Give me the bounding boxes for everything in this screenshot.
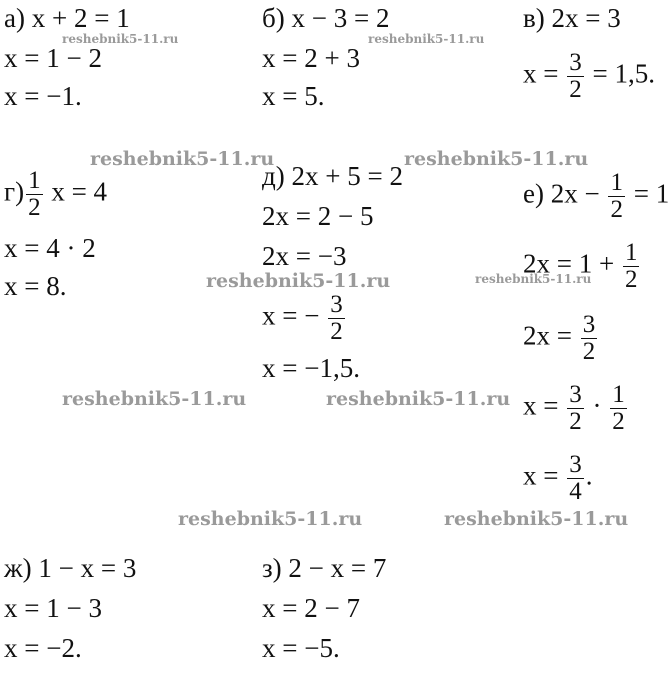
problem-e-step3-den1: 2 [569,408,582,435]
problem-d-step1: 2x = 2 − 5 [262,201,374,231]
problem-z-step1: x = 2 − 7 [262,593,360,623]
problem-e-label: е) [523,178,544,209]
watermark: reshebnik5-11.ru [475,272,592,286]
problem-v-fraction [567,50,584,103]
problem-g-eq-rest: x = 4 [51,176,108,207]
problem-e-eq-right: = 1 [633,178,670,209]
problem-d-equation [262,160,403,192]
problem-g-step2: x = 8. [4,271,67,301]
problem-e-step1-left: 2x = 1 + [523,248,615,279]
problem-e-step2-den: 2 [582,338,596,365]
problem-e-step3-dot: · [592,390,602,421]
watermark: reshebnik5-11.ru [90,148,275,170]
problem-zh-step1: x = 1 − 3 [4,593,102,623]
problem-e-step3-fraction1 [567,382,584,435]
problem-d-fraction [328,292,345,345]
problem-d-step4: x = −1,5. [262,353,360,383]
problem-e-step4-left: x = [523,460,559,491]
problem-e-step4 [523,452,592,505]
watermark: reshebnik5-11.ru [62,388,247,410]
problem-a-step2: x = −1. [4,81,82,111]
problem-e-step1-num: 1 [624,239,638,266]
problem-e-eq-fraction [608,170,625,223]
problem-e-step4-den: 4 [569,478,582,505]
problem-zh-eq: 1 − x = 3 [38,553,137,583]
problem-e-eq-num: 1 [610,169,623,196]
watermark: reshebnik5-11.ru [206,270,391,292]
problem-g-fraction [26,168,43,221]
problem-e-step4-right: . [585,460,593,491]
problem-zh-label: ж) [4,553,32,583]
problem-v-eq: 2x = 3 [551,3,621,33]
watermark: reshebnik5-11.ru [444,508,629,530]
problem-g-den: 2 [28,194,41,221]
problem-a-equation [4,2,130,34]
problem-z-equation [262,552,386,584]
problem-d-den: 2 [330,318,343,345]
watermark: reshebnik5-11.ru [368,32,485,46]
problem-b-step2: x = 5. [262,81,325,111]
problem-v-step1-right: = 1,5. [592,58,655,89]
problem-e-step2-num: 3 [582,311,596,338]
problem-b-eq: x − 3 = 2 [291,3,390,33]
watermark: reshebnik5-11.ru [326,388,511,410]
problem-g-num: 1 [28,167,41,194]
problem-e-step4-num: 3 [569,451,582,478]
problem-b-equation [262,2,389,34]
problem-a-eq: x + 2 = 1 [31,3,130,33]
problem-z-eq: 2 − x = 7 [288,553,387,583]
problem-g-label: г) [4,176,25,207]
problem-d-step3 [262,292,347,345]
problem-d-step2: 2x = −3 [262,241,347,271]
problem-a-label: а) [4,3,25,33]
problem-a-step1: x = 1 − 2 [4,43,102,73]
problem-e-step2-fraction [581,312,598,365]
problem-e-step3-left: x = [523,390,559,421]
watermark: reshebnik5-11.ru [178,508,363,530]
problem-v-step1-left: x = [523,58,559,89]
problem-e-equation [523,170,669,223]
problem-v-label: в) [523,3,545,33]
watermark: reshebnik5-11.ru [404,148,589,170]
problem-b-step1: x = 2 + 3 [262,43,360,73]
problem-v-num: 3 [569,49,582,76]
problem-d-eq: 2x + 5 = 2 [291,161,403,191]
problem-d-step3-left: x = − [262,300,320,331]
problem-v-step1 [523,50,655,103]
problem-e-step1-den: 2 [624,266,638,293]
problem-e-eq-left: 2x − [550,178,600,209]
problem-e-step3-fraction2 [610,382,627,435]
problem-d-num: 3 [330,291,343,318]
problem-v-den: 2 [569,76,582,103]
problem-g-step1: x = 4 · 2 [4,233,96,263]
watermark: reshebnik5-11.ru [62,32,179,46]
problem-z-label: з) [262,553,282,583]
problem-g-equation [4,168,107,221]
problem-e-step1-fraction [623,240,640,293]
problem-e-step4-fraction [567,452,584,505]
problem-zh-step2: x = −2. [4,633,82,663]
problem-e-step3-den2: 2 [612,408,625,435]
problem-e-step3-num2: 1 [612,381,625,408]
problem-zh-equation [4,552,136,584]
problem-e-step2 [523,312,599,365]
problem-v-equation [523,2,621,34]
problem-e-step3 [523,382,629,435]
problem-b-label: б) [262,3,285,33]
problem-e-eq-den: 2 [610,196,623,223]
problem-z-step2: x = −5. [262,633,340,663]
problem-e-step2-left: 2x = [523,320,572,351]
problem-e-step3-num1: 3 [569,381,582,408]
problem-d-label: д) [262,161,285,191]
